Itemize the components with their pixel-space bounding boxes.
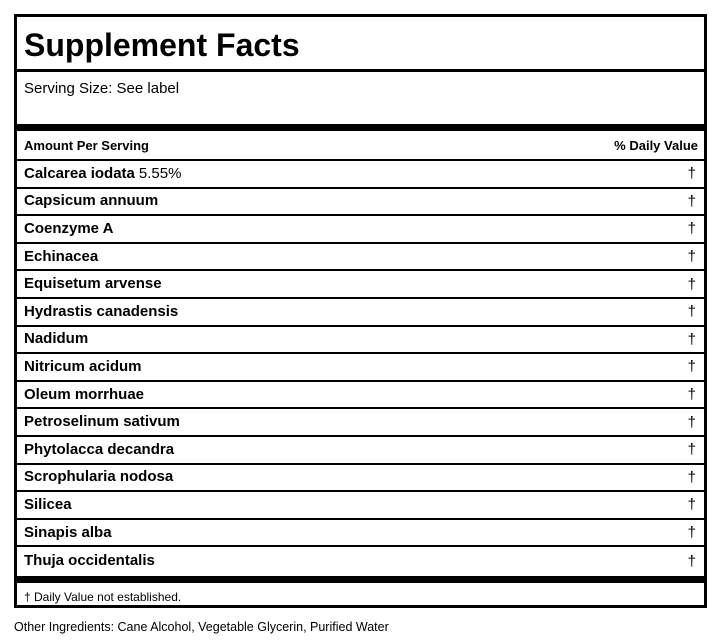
ingredient-name: Capsicum annuum: [24, 192, 159, 210]
amount-per-serving-header: Amount Per Serving: [24, 137, 149, 153]
ingredient-label: [24, 165, 181, 183]
ingredient-row: [17, 465, 704, 493]
ingredient-name: Oleum morrhuae: [24, 385, 145, 403]
ingredient-row: [17, 189, 704, 217]
daily-value-dagger: †: [687, 303, 696, 321]
ingredient-row: [17, 299, 704, 327]
ingredient-name: Petroselinum sativum: [24, 413, 180, 431]
ingredient-row: [17, 216, 704, 244]
ingredient-name: Phytolacca decandra: [24, 440, 175, 458]
ingredient-name: Equisetum arvense: [24, 275, 162, 293]
ingredient-label: [24, 441, 174, 459]
ingredient-row: [17, 409, 704, 437]
ingredient-row: [17, 382, 704, 410]
daily-value-dagger: †: [687, 165, 696, 183]
ingredient-list: [17, 161, 704, 576]
ingredient-name: Thuja occidentalis: [24, 552, 155, 570]
ingredient-label: [24, 358, 142, 376]
daily-value-dagger: †: [687, 275, 696, 293]
daily-value-dagger: †: [687, 524, 696, 542]
ingredient-row: [17, 547, 704, 575]
supplement-facts-panel: [14, 14, 707, 608]
ingredient-name: Scrophularia nodosa: [24, 468, 174, 486]
daily-value-dagger: †: [687, 496, 696, 514]
footnote: † Daily Value not established.: [24, 589, 182, 604]
ingredient-label: [24, 552, 155, 570]
ingredient-name: Calcarea iodata: [24, 164, 135, 182]
ingredient-amount: 5.55%: [138, 164, 182, 182]
daily-value-dagger: †: [687, 413, 696, 431]
ingredient-name: Silicea: [24, 495, 72, 513]
ingredient-row: [17, 354, 704, 382]
ingredient-label: [24, 413, 180, 431]
thick-divider-bottom: [17, 576, 704, 583]
ingredient-label: [24, 330, 88, 348]
daily-value-dagger: †: [687, 192, 696, 210]
daily-value-dagger: †: [687, 441, 696, 459]
daily-value-dagger: †: [687, 552, 696, 570]
ingredient-row: [17, 327, 704, 355]
ingredient-name: Echinacea: [24, 247, 99, 265]
thick-divider: [17, 124, 704, 131]
ingredient-row: [17, 520, 704, 548]
ingredient-row: [17, 161, 704, 189]
ingredient-name: Nitricum acidum: [24, 357, 142, 375]
ingredient-name: Sinapis alba: [24, 523, 112, 541]
ingredient-row: [17, 244, 704, 272]
serving-size: Serving Size: See label: [24, 80, 180, 97]
daily-value-dagger: †: [687, 220, 696, 238]
ingredient-row: [17, 271, 704, 299]
ingredient-name: Hydrastis canadensis: [24, 302, 179, 320]
ingredient-label: [24, 386, 144, 404]
ingredient-label: [24, 524, 112, 542]
ingredient-row: [17, 437, 704, 465]
daily-value-dagger: †: [687, 248, 696, 266]
table-header: [17, 131, 704, 161]
ingredient-row: [17, 492, 704, 520]
ingredient-label: [24, 220, 113, 238]
ingredient-label: [24, 275, 162, 293]
other-ingredients: Other Ingredients: Cane Alcohol, Vegetable Glycerin, Purified Water: [14, 620, 389, 634]
ingredient-label: [24, 248, 98, 266]
daily-value-dagger: †: [687, 358, 696, 376]
panel-title: Supplement Facts: [17, 17, 704, 72]
ingredient-name: Nadidum: [24, 330, 89, 348]
daily-value-header: % Daily Value: [614, 137, 698, 153]
daily-value-dagger: †: [687, 386, 696, 404]
daily-value-dagger: †: [687, 330, 696, 348]
ingredient-label: [24, 468, 173, 486]
daily-value-dagger: †: [687, 468, 696, 486]
ingredient-name: Coenzyme A: [24, 219, 114, 237]
ingredient-label: [24, 303, 178, 321]
ingredient-label: [24, 192, 158, 210]
ingredient-label: [24, 496, 72, 514]
